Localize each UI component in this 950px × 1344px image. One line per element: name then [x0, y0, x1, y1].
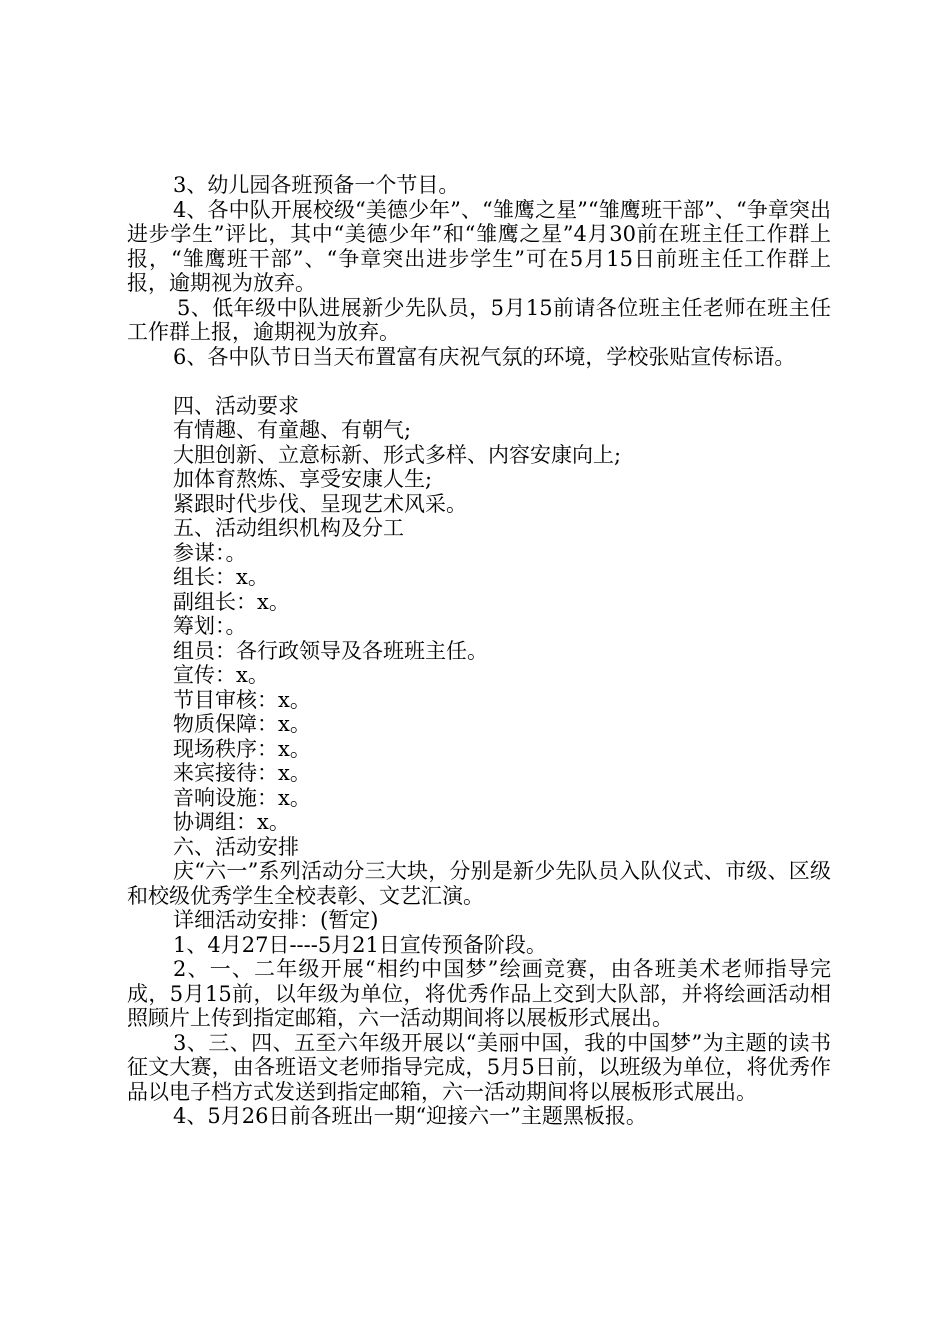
section6-intro: 庆“六一”系列活动分三大块，分别是新少先队员入队仪式、市级、区级和校级优秀学生全校表彰、文艺汇演。	[127, 859, 831, 908]
role-item: 宣传：x。	[173, 663, 269, 687]
requirement-item: 大胆创新、立意标新、形式多样、内容安康向上;	[173, 442, 622, 467]
paragraph-item-3: 3、幼儿园各班预备一个节目。	[173, 173, 460, 197]
schedule-item: 1、4月27日----5月21日宣传预备阶段。	[173, 932, 547, 957]
document-body	[127, 173, 831, 1129]
schedule-item: 2、一、二年级开展“相约中国梦”绘画竞赛，由各班美术老师指导完成，5月15前，以年级为单位，将优秀作品上交到大队部，并将绘画活动相照顾片上传到指定邮箱，六一活动期间将以展板形式展出。	[127, 957, 831, 1030]
requirement-item: 紧跟时代步伐、呈现艺术风采。	[173, 491, 467, 516]
paragraph-item-4: 4、各中队开展校级“美德少年”、“雏鹰之星”“雏鹰班干部”、“争章突出进步学生”评比，其中“美德少年”和“雏鹰之星”4月30前在班主任工作群上报，“雏鹰班干部”、“争章突出进步学生”可在5月15日前班主任工作群上报，逾期视为放弃。	[127, 197, 831, 295]
role-item: 协调组：x。	[173, 810, 290, 834]
section-heading-4: 四、活动要求	[173, 393, 299, 418]
role-item: 筹划：。	[173, 614, 247, 638]
blank-line	[127, 369, 831, 394]
role-item: 物质保障：x。	[173, 712, 311, 736]
role-item: 音响设施：x。	[173, 785, 311, 810]
schedule-item: 4、5月26日前各班出一期“迎接六一”主题黑板报。	[173, 1104, 647, 1128]
role-item: 来宾接待：x。	[173, 761, 311, 785]
role-item: 组长：x。	[173, 565, 269, 589]
requirement-item: 加体育熬炼、享受安康人生;	[173, 467, 433, 491]
detail-heading: 详细活动安排：(暂定)	[173, 908, 379, 932]
role-item: 现场秩序：x。	[173, 736, 311, 761]
role-item: 副组长：x。	[173, 589, 290, 614]
section-heading-5: 五、活动组织机构及分工	[173, 516, 404, 540]
schedule-item: 3、三、四、五至六年级开展以“美丽中国，我的中国梦”为主题的读书征文大赛，由各班语文老师指导完成，5月5日前，以班级为单位，将优秀作品以电子档方式发送到指定邮箱，六一活动期间将以展板形式展出。	[127, 1030, 831, 1104]
role-item: 组员：各行政领导及各班班主任。	[173, 638, 488, 663]
role-item: 参谋：。	[173, 540, 247, 565]
role-item: 节目审核：x。	[173, 687, 311, 712]
paragraph-item-5: 5、低年级中队进展新少先队员，5月15前请各位班主任老师在班主任工作群上报，逾期视为放弃。	[127, 295, 831, 344]
requirement-item: 有情趣、有童趣、有朝气;	[173, 418, 412, 442]
section-heading-6: 六、活动安排	[173, 834, 299, 859]
paragraph-item-6: 6、各中队节日当天布置富有庆祝气氛的环境，学校张贴宣传标语。	[173, 344, 796, 369]
